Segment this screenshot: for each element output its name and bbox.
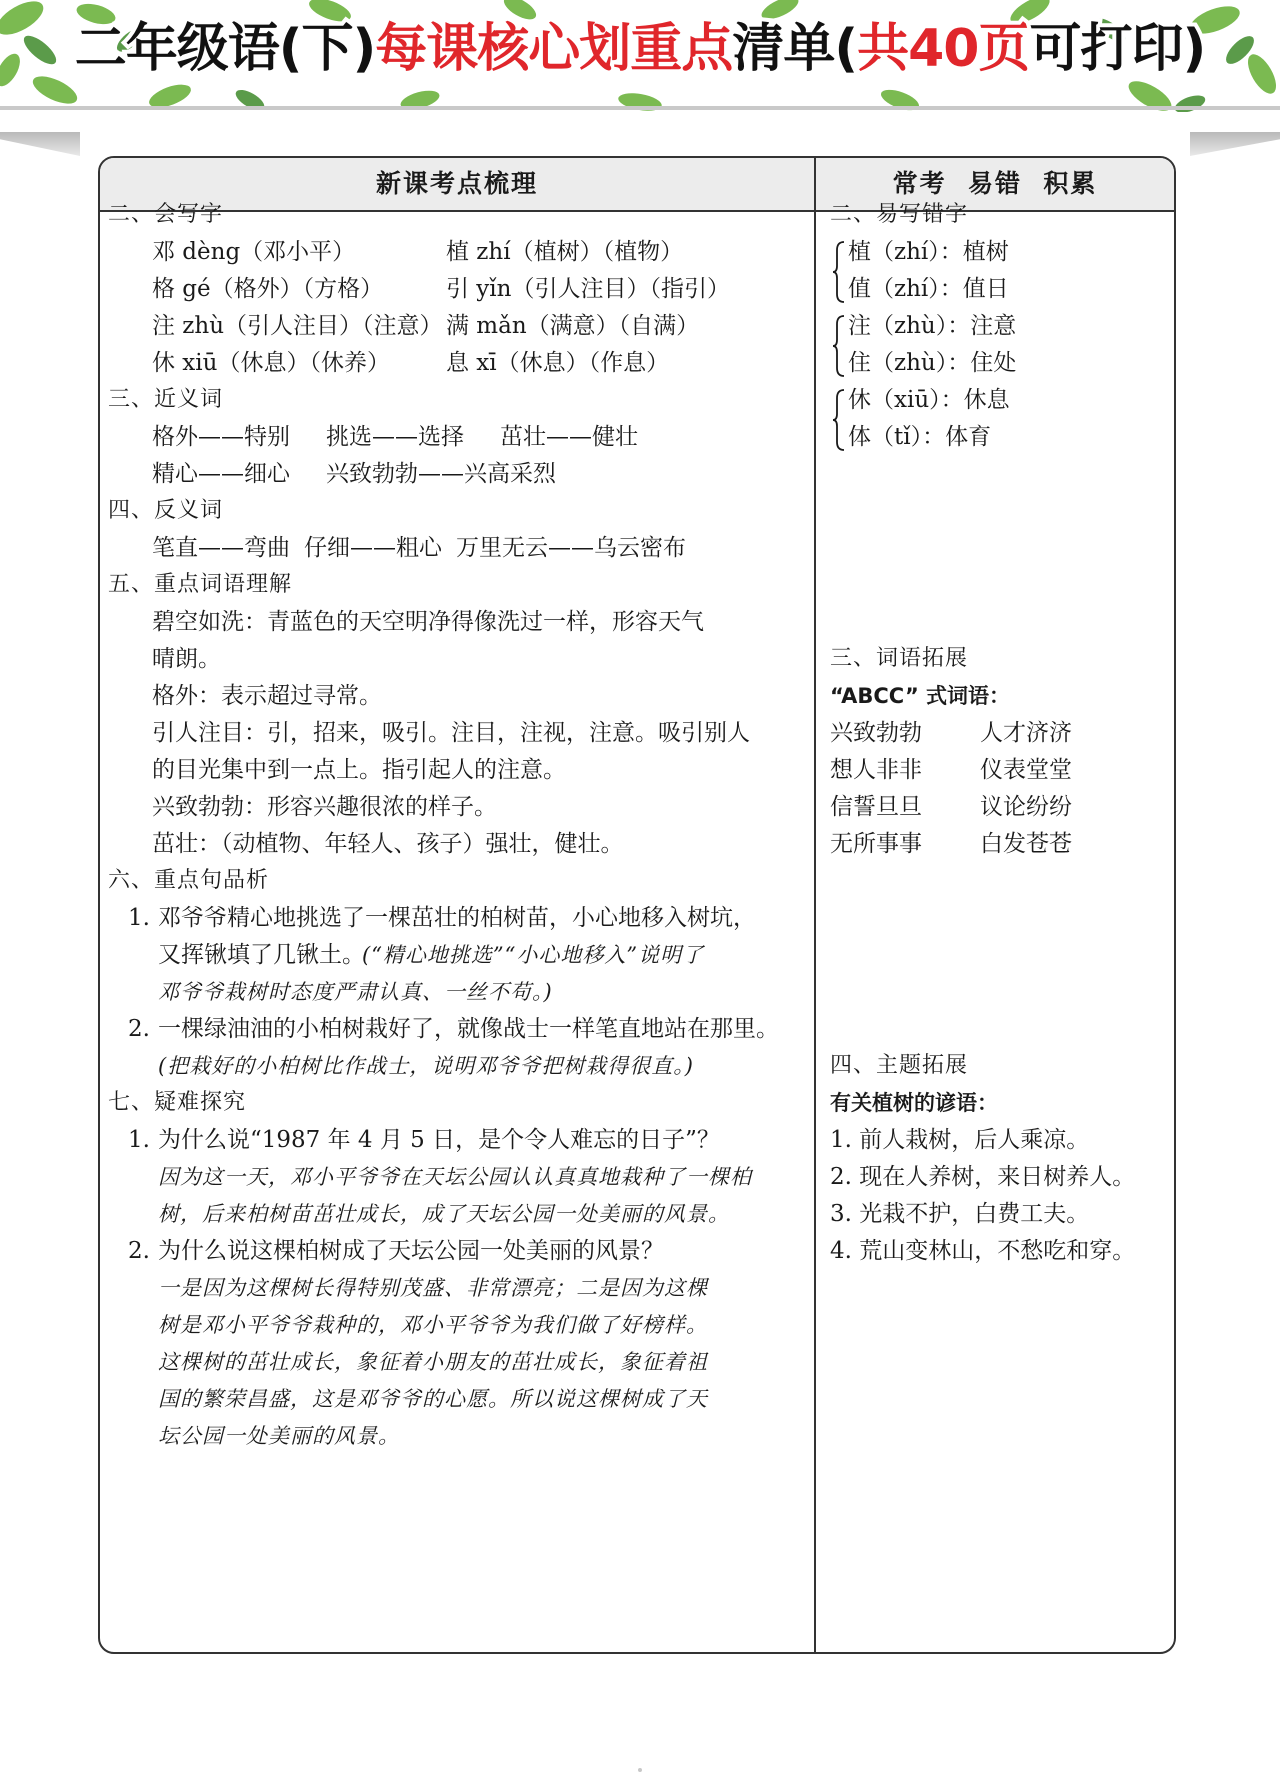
question-text: 为什么说“1987 年 4 月 5 日，是个令人难忘的日子”？ xyxy=(158,1127,720,1153)
sentence-analysis: 邓爷爷栽树时态度严肃认真、一丝不苟。) xyxy=(158,980,553,1004)
page-title xyxy=(0,14,1280,84)
word-explanation-line: 碧空如洗：青蓝色的天空明净得像洗过一样，形容天气 xyxy=(152,609,704,635)
title-part-list: 清单( xyxy=(732,19,858,79)
question-number: 1. xyxy=(128,1127,150,1153)
sentence-text: 又挥锹填了几锹土。 xyxy=(158,942,365,968)
char-entry: 引 yǐn（引人注目）（指引） xyxy=(446,276,730,302)
proverb-item: 2. 现在人养树，来日树养人。 xyxy=(830,1164,1136,1190)
left-column-header: 新课考点梳理 xyxy=(375,169,538,198)
sentence-text: 一棵绿油油的小柏树栽好了，就像战士一样笔直地站在那里。 xyxy=(158,1016,779,1042)
answer-line: 因为这一天，邓小平爷爷在天坛公园认认真真地栽种了一棵柏 xyxy=(158,1165,752,1189)
proverb-item: 3. 光栽不护，白费工夫。 xyxy=(830,1201,1090,1227)
abcc-subtitle: “ABCC” 式词语： xyxy=(830,684,1011,708)
char-entry: 注 zhù（引人注目）（注意） xyxy=(152,313,443,339)
title-part-pages: 共40页 xyxy=(857,19,1030,79)
proverbs-subtitle: 有关植树的谚语： xyxy=(830,1091,998,1115)
confusable-char: 植（zhí）：植树 xyxy=(848,239,1009,265)
char-entry: 息 xī（休息）（作息） xyxy=(446,350,670,376)
study-table xyxy=(98,156,1176,1654)
abcc-word: 仪表堂堂 xyxy=(980,757,1072,783)
brace-icon xyxy=(832,240,846,304)
column-divider xyxy=(814,158,816,1652)
section-synonyms-title: 三、近义词 xyxy=(108,387,224,412)
confusable-char: 休（xiū）：休息 xyxy=(848,387,1010,413)
section-theme-expansion-title: 四、主题拓展 xyxy=(830,1053,969,1078)
answer-line: 一是因为这棵树长得特别茂盛、非常漂亮；二是因为这棵 xyxy=(158,1276,708,1300)
antonym-pair: 万里无云——乌云密布 xyxy=(456,535,686,561)
section-key-words-title: 五、重点词语理解 xyxy=(108,572,293,597)
abcc-word: 白发苍苍 xyxy=(980,831,1072,857)
proverb-item: 4. 荒山变林山，不愁吃和穿。 xyxy=(830,1238,1136,1264)
synonym-pair: 格外——特别 xyxy=(152,424,290,450)
abcc-word: 议论纷纷 xyxy=(980,794,1072,820)
sentence-analysis: (把栽好的小柏树比作战士，说明邓爷爷把树栽得很直。) xyxy=(158,1054,694,1078)
right-column-header: 常考 易错 积累 xyxy=(892,169,1098,198)
sentence-number: 2. xyxy=(128,1016,150,1042)
synonym-pair: 挑选——选择 xyxy=(326,424,464,450)
question-number: 2. xyxy=(128,1238,150,1264)
char-entry: 满 mǎn（满意）（自满） xyxy=(446,313,700,339)
char-entry: 植 zhí（植树）（植物） xyxy=(446,239,684,265)
corner-shade-right xyxy=(1190,132,1280,156)
word-explanation-line: 茁壮：（动植物、年轻人、孩子）强壮，健壮。 xyxy=(152,831,624,857)
char-entry: 邓 dèng（邓小平） xyxy=(152,239,356,265)
section-writing-characters-title: 二、会写字 xyxy=(108,202,224,227)
section-antonyms-title: 四、反义词 xyxy=(108,498,224,523)
char-entry: 休 xiū（休息）（休养） xyxy=(152,350,390,376)
page-dot xyxy=(638,1768,642,1772)
table-header xyxy=(100,158,1174,212)
answer-line: 国的繁荣昌盛，这是邓爷爷的心愿。所以说这棵树成了天 xyxy=(158,1387,708,1411)
section-confusable-chars-title: 二、易写错字 xyxy=(830,202,969,227)
page-banner xyxy=(0,0,1280,112)
title-part-highlight: 每课核心划重点 xyxy=(375,19,733,79)
brace-icon xyxy=(832,314,846,378)
answer-line: 坛公园一处美丽的风景。 xyxy=(158,1424,400,1448)
corner-shade-left xyxy=(0,132,80,156)
abcc-word: 人才济济 xyxy=(980,720,1072,746)
char-entry: 格 gé（格外）（方格） xyxy=(152,276,384,302)
abcc-word: 兴致勃勃 xyxy=(830,720,922,746)
banner-divider xyxy=(0,106,1280,110)
word-explanation-line: 的目光集中到一点上。指引起人的注意。 xyxy=(152,757,566,783)
proverb-item: 1. 前人栽树，后人乘凉。 xyxy=(830,1127,1090,1153)
confusable-char: 住（zhù）：住处 xyxy=(848,350,1017,376)
confusable-char: 注（zhù）：注意 xyxy=(848,313,1017,339)
antonym-pair: 仔细——粗心 xyxy=(304,535,442,561)
abcc-word: 无所事事 xyxy=(830,831,922,857)
answer-line: 树是邓小平爷爷栽种的，邓小平爷爷为我们做了好榜样。 xyxy=(158,1313,708,1337)
confusable-char: 值（zhí）：值日 xyxy=(848,276,1009,302)
title-part-printable: 可打印) xyxy=(1029,19,1206,79)
sentence-analysis: (“精心地挑选”“小心地移入”说明了 xyxy=(362,943,705,967)
synonym-pair: 茁壮——健壮 xyxy=(500,424,638,450)
answer-line: 这棵树的茁壮成长，象征着小朋友的茁壮成长，象征着祖 xyxy=(158,1350,708,1374)
synonym-pair: 兴致勃勃——兴高采烈 xyxy=(326,461,556,487)
word-explanation-line: 晴朗。 xyxy=(152,646,221,672)
synonym-pair: 精心——细心 xyxy=(152,461,290,487)
section-difficult-questions-title: 七、疑难探究 xyxy=(108,1090,247,1115)
answer-line: 树，后来柏树苗茁壮成长，成了天坛公园一处美丽的风景。 xyxy=(158,1202,730,1226)
brace-icon xyxy=(832,388,846,452)
confusable-char: 体（tǐ）：体育 xyxy=(848,424,992,450)
section-word-expansion-title: 三、词语拓展 xyxy=(830,646,969,671)
section-sentence-analysis-title: 六、重点句品析 xyxy=(108,868,270,893)
word-explanation-line: 引人注目：引，招来，吸引。注目，注视，注意。吸引别人 xyxy=(152,720,750,746)
word-explanation-line: 兴致勃勃：形容兴趣很浓的样子。 xyxy=(152,794,497,820)
word-explanation-line: 格外：表示超过寻常。 xyxy=(152,683,382,709)
question-text: 为什么说这棵柏树成了天坛公园一处美丽的风景？ xyxy=(158,1238,664,1264)
title-part-grade: 二年级语(下) xyxy=(74,19,376,79)
sentence-text: 邓爷爷精心地挑选了一棵茁壮的柏树苗，小心地移入树坑， xyxy=(158,905,756,931)
abcc-word: 想人非非 xyxy=(830,757,922,783)
sentence-number: 1. xyxy=(128,905,150,931)
antonym-pair: 笔直——弯曲 xyxy=(152,535,290,561)
abcc-word: 信誓旦旦 xyxy=(830,794,922,820)
